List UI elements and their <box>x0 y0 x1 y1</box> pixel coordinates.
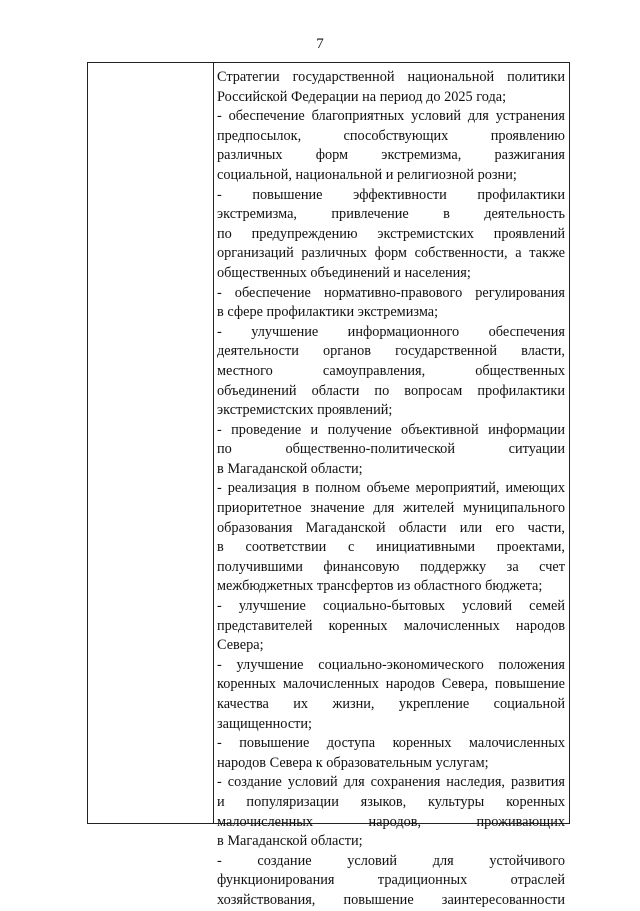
table-left-column <box>88 63 214 823</box>
text-line: деятельности органов государственной власти, <box>217 343 565 360</box>
text-line: - повышение эффективности профилактики <box>217 186 565 203</box>
text-line: предпосылок, способствующих проявлению <box>217 127 565 144</box>
text-line: объединений области по вопросам профилактики <box>217 382 565 399</box>
text-line: в Магаданской области; <box>217 460 363 477</box>
table-right-column-text <box>217 68 565 911</box>
page-number: 7 <box>316 36 324 52</box>
text-line: местного самоуправления, общественных <box>217 362 565 379</box>
text-line: качества их жизни, укрепление социальной <box>217 696 565 712</box>
text-line: малочисленных народов, проживающих <box>217 813 565 830</box>
text-line: и популяризации языков, культуры коренных <box>217 793 565 810</box>
text-line: межбюджетных трансфертов из областного бюджета; <box>217 578 543 595</box>
text-line: - улучшение информационного обеспечения <box>217 323 565 340</box>
text-line: по общественно-политической ситуации <box>217 441 565 458</box>
text-line: Стратегии государственной национальной политики <box>217 69 565 85</box>
text-line: - обеспечение благоприятных условий для устранения <box>217 108 565 125</box>
text-line: получившими финансовую поддержку за счет <box>217 558 565 575</box>
text-line: - создание условий для устойчивого <box>217 852 565 869</box>
text-line: различных форм экстремизма, разжигания <box>217 147 565 164</box>
text-line: организаций различных форм собственности, а также <box>217 245 565 262</box>
text-line: в соответствии с инициативными проектами, <box>217 539 565 556</box>
text-line: хозяйствования, повышение заинтересованности <box>217 891 565 908</box>
text-line: образования Магаданской области или его части, <box>217 519 565 536</box>
text-line: социальной, национальной и религиозной розни; <box>217 166 517 183</box>
text-line: общественных объединений и населения; <box>217 264 471 281</box>
text-line: функционирования традиционных отраслей <box>217 872 565 889</box>
document-table <box>87 62 570 908</box>
text-line: экстремистских проявлений; <box>217 402 393 419</box>
text-line: коренных малочисленных народов Севера, повышение <box>217 676 565 693</box>
text-line: - обеспечение нормативно-правового регулирования <box>217 284 565 301</box>
text-line: представителей коренных малочисленных народов <box>217 617 565 634</box>
text-line: Российской Федерации на период до 2025 года; <box>217 88 507 105</box>
text-line: - улучшение социально-экономического положения <box>217 656 565 673</box>
text-line: - проведение и получение объективной информации <box>217 421 565 438</box>
text-line: экстремизма, привлечение в деятельность <box>217 206 565 223</box>
text-line: приоритетное значение для жителей муниципального <box>217 500 565 517</box>
text-line: в сфере профилактики экстремизма; <box>217 304 439 321</box>
text-line: - реализация в полном объеме мероприятий, имеющих <box>217 480 565 497</box>
text-line: народов Севера к образовательным услугам; <box>217 754 489 771</box>
text-line: - улучшение социально-бытовых условий семей <box>217 598 565 615</box>
text-line: - создание условий для сохранения наследия, развития <box>217 774 565 791</box>
text-line: в Магаданской области; <box>217 833 363 850</box>
text-line: Севера; <box>217 637 264 654</box>
text-line: защищенности; <box>217 715 313 732</box>
text-line: - повышение доступа коренных малочисленных <box>217 735 565 752</box>
text-line: по предупреждению экстремистских проявлений <box>217 225 565 242</box>
